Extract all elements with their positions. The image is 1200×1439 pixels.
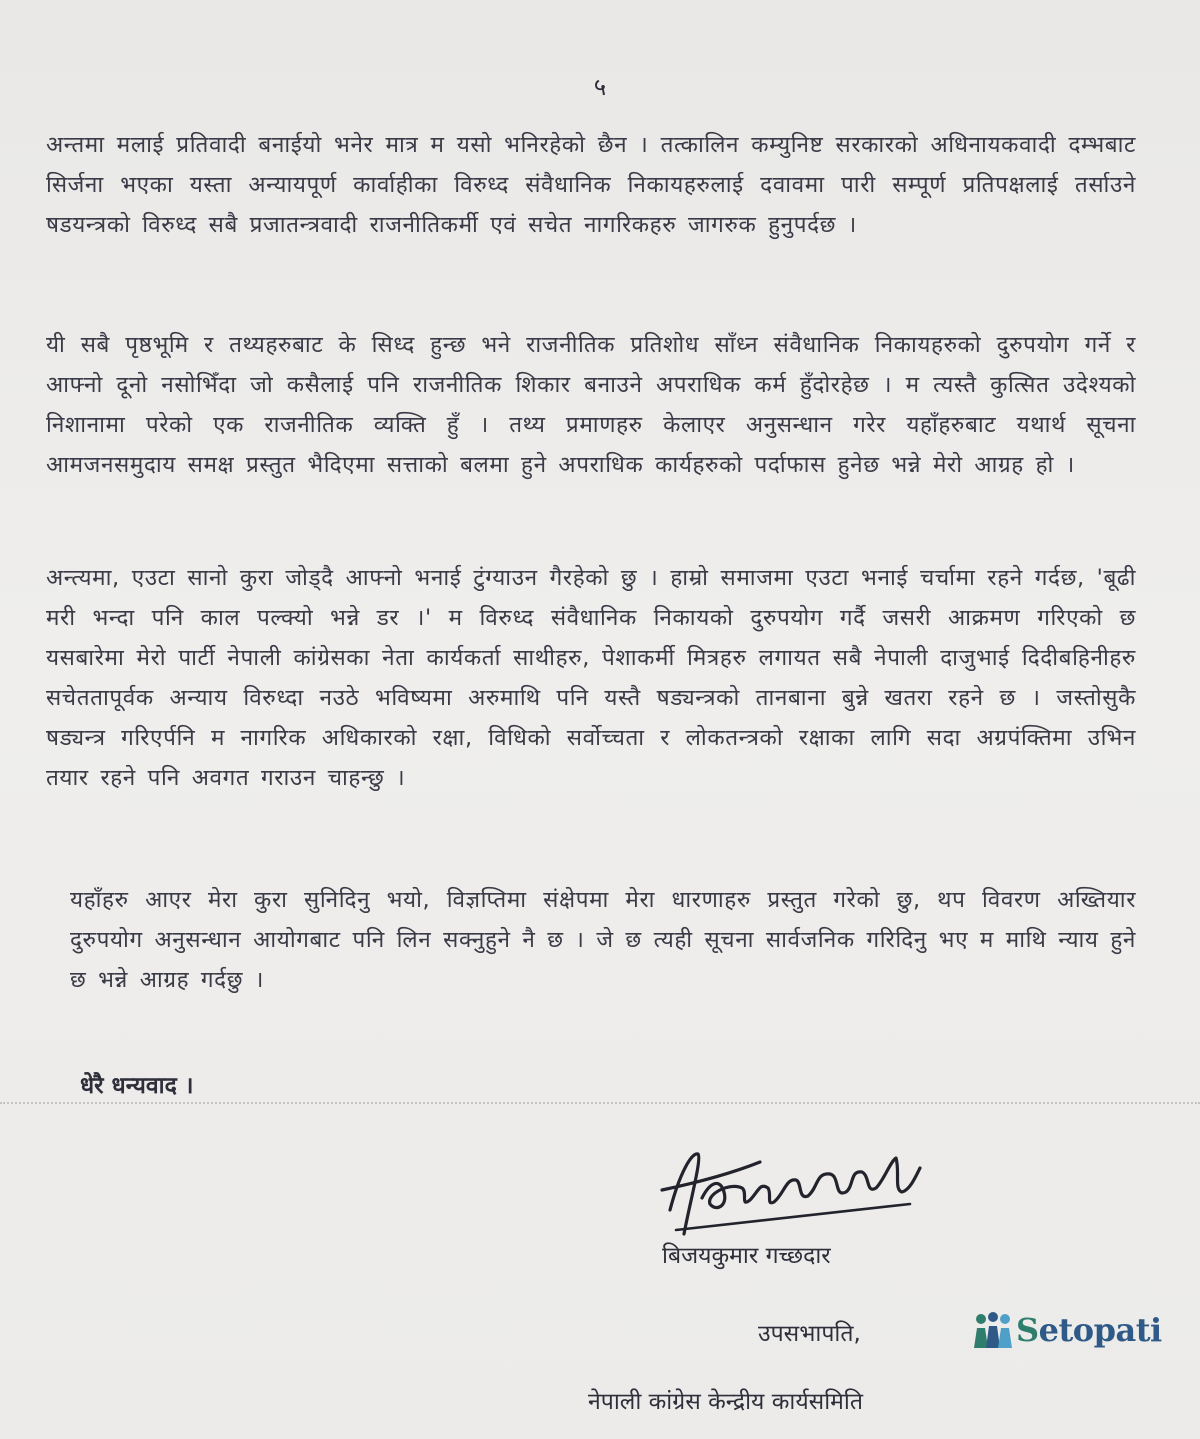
signer-organization: नेपाली कांग्रेस केन्द्रीय कार्यसमिति — [588, 1389, 863, 1415]
setopati-logo — [972, 1308, 1162, 1352]
closing-thanks: धेरै धन्यवाद । — [80, 1073, 194, 1099]
paragraph-4: यहाँहरु आएर मेरा कुरा सुनिदिनु भयो, विज्ञप्तिमा संक्षेपमा मेरा धारणाहरु प्रस्तुत गरेको छु, थप विवरण अख्तियार दुरुपयोग अनुसन्धान आयोगबाट पनि लिन सक्नुहुने नै छ । जे छ त्यही सूचना सार्वजनिक गरिदिनु भए म माथि न्याय हुने छ भन्ने आग्रह गर्दछु । — [70, 887, 1136, 993]
wordmark-rest: etopati — [1038, 1311, 1162, 1349]
page-number: ५ — [593, 73, 607, 101]
signer-name: बिजयकुमार गच्छदार — [662, 1243, 831, 1269]
signer-title: उपसभापति, — [758, 1321, 861, 1347]
paragraph-2: यी सबै पृष्ठभूमि र तथ्यहरुबाट के सिध्द हुन्छ भने राजनीतिक प्रतिशोध साँध्न संवैधानिक निकायहरुको दुरुपयोग गर्ने र आफ्नो दूनो नसोभिँदा जो कसैलाई पनि राजनीतिक शिकार बनाउने अपराधिक कर्म हुँदोरहेछ । म त्यस्तै कुत्सित उदेश्यको निशानामा परेको एक राजनीतिक व्यक्ति हुँ । तथ्य प्रमाणहरु केलाएर अनुसन्धान गरेर यहाँहरुबाट यथार्थ सूचना आमजनसमुदाय समक्ष प्रस्तुत भैदिएमा सत्ताको बलमा हुने अपराधिक कार्यहरुको पर्दाफास हुनेछ भन्ने मेरो आग्रह हो । — [46, 332, 1136, 478]
wordmark-first-letter: S — [1016, 1311, 1039, 1349]
paragraph-1: अन्तमा मलाई प्रतिवादी बनाईयो भनेर मात्र म यसो भनिरहेको छैन । तत्कालिन कम्युनिष्ट सरकारको अधिनायकवादी दम्भबाट सिर्जना भएका यस्ता अन्यायपूर्ण कार्वाहीका विरुध्द संवैधानिक निकायहरुलाई दवावमा पारी सम्पूर्ण प्रतिपक्षलाई तर्साउने षडयन्त्रको विरुध्द सबै प्रजातन्त्रवादी राजनीतिकर्मी एवं सचेत नागरिकहरु जागरुक हुनुपर्दछ । — [46, 132, 1136, 238]
paragraph-3: अन्त्यमा, एउटा सानो कुरा जोड्दै आफ्नो भनाई टुंग्याउन गैरहेको छु । हाम्रो समाजमा एउटा भनाई चर्चामा रहने गर्दछ, 'बूढी मरी भन्दा पनि काल पल्क्यो भन्ने डर ।' म विरुध्द संवैधानिक निकायको दुरुपयोग गर्दै जसरी आक्रमण गरिएको छ यसबारेमा मेरो पार्टी नेपाली कांग्रेसका नेता कार्यकर्ता साथीहरु, पेशाकर्मी मित्रहरु लगायत सबै नेपाली दाजुभाई दिदीबहिनीहरु सचेततापूर्वक अन्याय विरुध्दा नउठे भविष्यमा अरुमाथि पनि यस्तै षड्यन्त्रको तानबाना बुन्ने खतरा रहने छ । जस्तोसुकै षड्यन्त्र गरिएर्पनि म नागरिक अधिकारको रक्षा, विधिको सर्वोच्चता र लोकतन्त्रको रक्षाका लागि सदा अग्रपंक्तिमा उभिन तयार रहने पनि अवगत गराउन चाहन्छु । — [46, 565, 1136, 791]
people-icon — [972, 1310, 1014, 1350]
divider — [0, 1102, 1200, 1104]
handwritten-signature — [640, 1132, 930, 1252]
setopati-wordmark — [1016, 1311, 1162, 1349]
